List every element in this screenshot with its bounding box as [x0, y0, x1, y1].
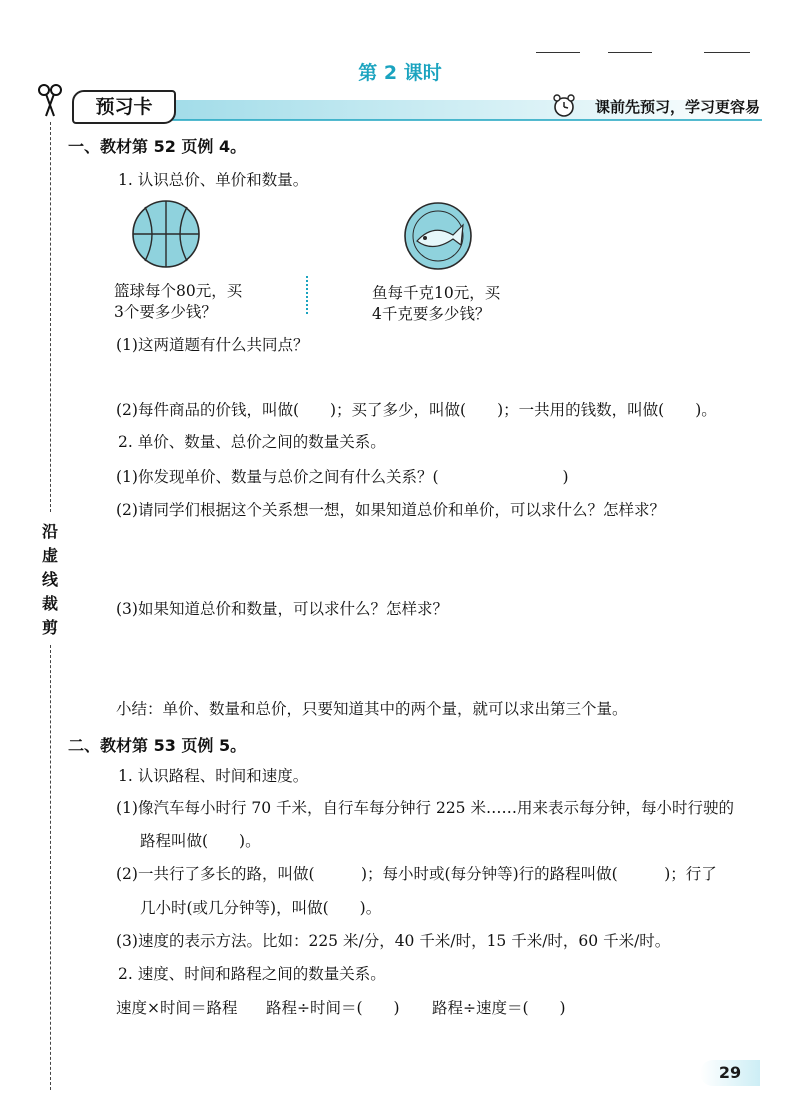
page-number: 29	[700, 1060, 760, 1086]
cut-line-top	[50, 122, 51, 512]
section2-heading: 二、教材第 53 页例 5。	[68, 736, 247, 755]
fish-image	[403, 201, 473, 271]
s2-q1: 1. 认识路程、时间和速度。	[118, 767, 309, 785]
formula-2: 路程÷时间＝( )	[266, 999, 400, 1017]
name-blank-3[interactable]	[704, 52, 750, 53]
name-blank-1[interactable]	[536, 52, 580, 53]
formula-1: 速度×时间＝路程	[116, 999, 238, 1017]
s1-q2-1: (1)你发现单价、数量与总价之间有什么关系？( )	[116, 468, 569, 486]
divider-dotted	[306, 276, 308, 314]
tagline: 课前先预习，学习更容易	[594, 98, 760, 116]
cut-line-bottom	[50, 645, 51, 1090]
s1-q2-3: (3)如果知道总价和数量，可以求什么？怎样求？	[116, 600, 448, 618]
basketball-text-2: 3个要多少钱？	[114, 303, 217, 321]
s2-q1-1a: (1)像汽车每小时行 70 千米，自行车每分钟行 225 米……用来表示每分钟，每小时行驶的	[116, 799, 734, 817]
fish-text-1: 鱼每千克10元，买	[372, 284, 501, 302]
basketball-image	[131, 199, 201, 269]
s1-q2: 2. 单价、数量、总价之间的数量关系。	[118, 433, 386, 451]
basketball-text-1: 篮球每个80元，买	[114, 282, 243, 300]
s1-q1: 1. 认识总价、单价和数量。	[118, 171, 309, 189]
s2-q2: 2. 速度、时间和路程之间的数量关系。	[118, 965, 386, 983]
s1-q1-1: (1)这两道题有什么共同点？	[116, 336, 309, 354]
formula-3: 路程÷速度＝( )	[432, 999, 566, 1017]
s1-summary: 小结：单价、数量和总价，只要知道其中的两个量，就可以求出第三个量。	[116, 700, 628, 718]
alarm-clock-icon	[552, 94, 576, 118]
s1-q1-2: (2)每件商品的价钱，叫做( )；买了多少，叫做( )；一共用的钱数，叫做( )。	[116, 401, 717, 419]
fish-text-2: 4千克要多少钱？	[372, 305, 491, 323]
s1-q2-2: (2)请同学们根据这个关系想一想，如果知道总价和单价，可以求什么？怎样求？	[116, 501, 665, 519]
s2-q1-1b: 路程叫做( )。	[140, 832, 261, 850]
s2-q1-3: (3)速度的表示方法。比如：225 米/分，40 千米/时，15 千米/时，60 千米/时。	[116, 932, 671, 950]
scissors-icon	[36, 82, 64, 118]
lesson-title: 第 2 课时	[358, 62, 442, 84]
cut-instruction: 沿 虚 线 裁 剪	[41, 522, 58, 637]
section1-heading: 一、教材第 52 页例 4。	[68, 137, 247, 156]
preview-card-label: 预习卡	[72, 90, 176, 124]
s2-q1-2a: (2)一共行了多长的路，叫做( )；每小时或(每分钟等)行的路程叫做( )；行了	[116, 865, 717, 883]
s2-q1-2b: 几小时(或几分钟等)，叫做( )。	[140, 899, 382, 917]
name-blank-2[interactable]	[608, 52, 652, 53]
